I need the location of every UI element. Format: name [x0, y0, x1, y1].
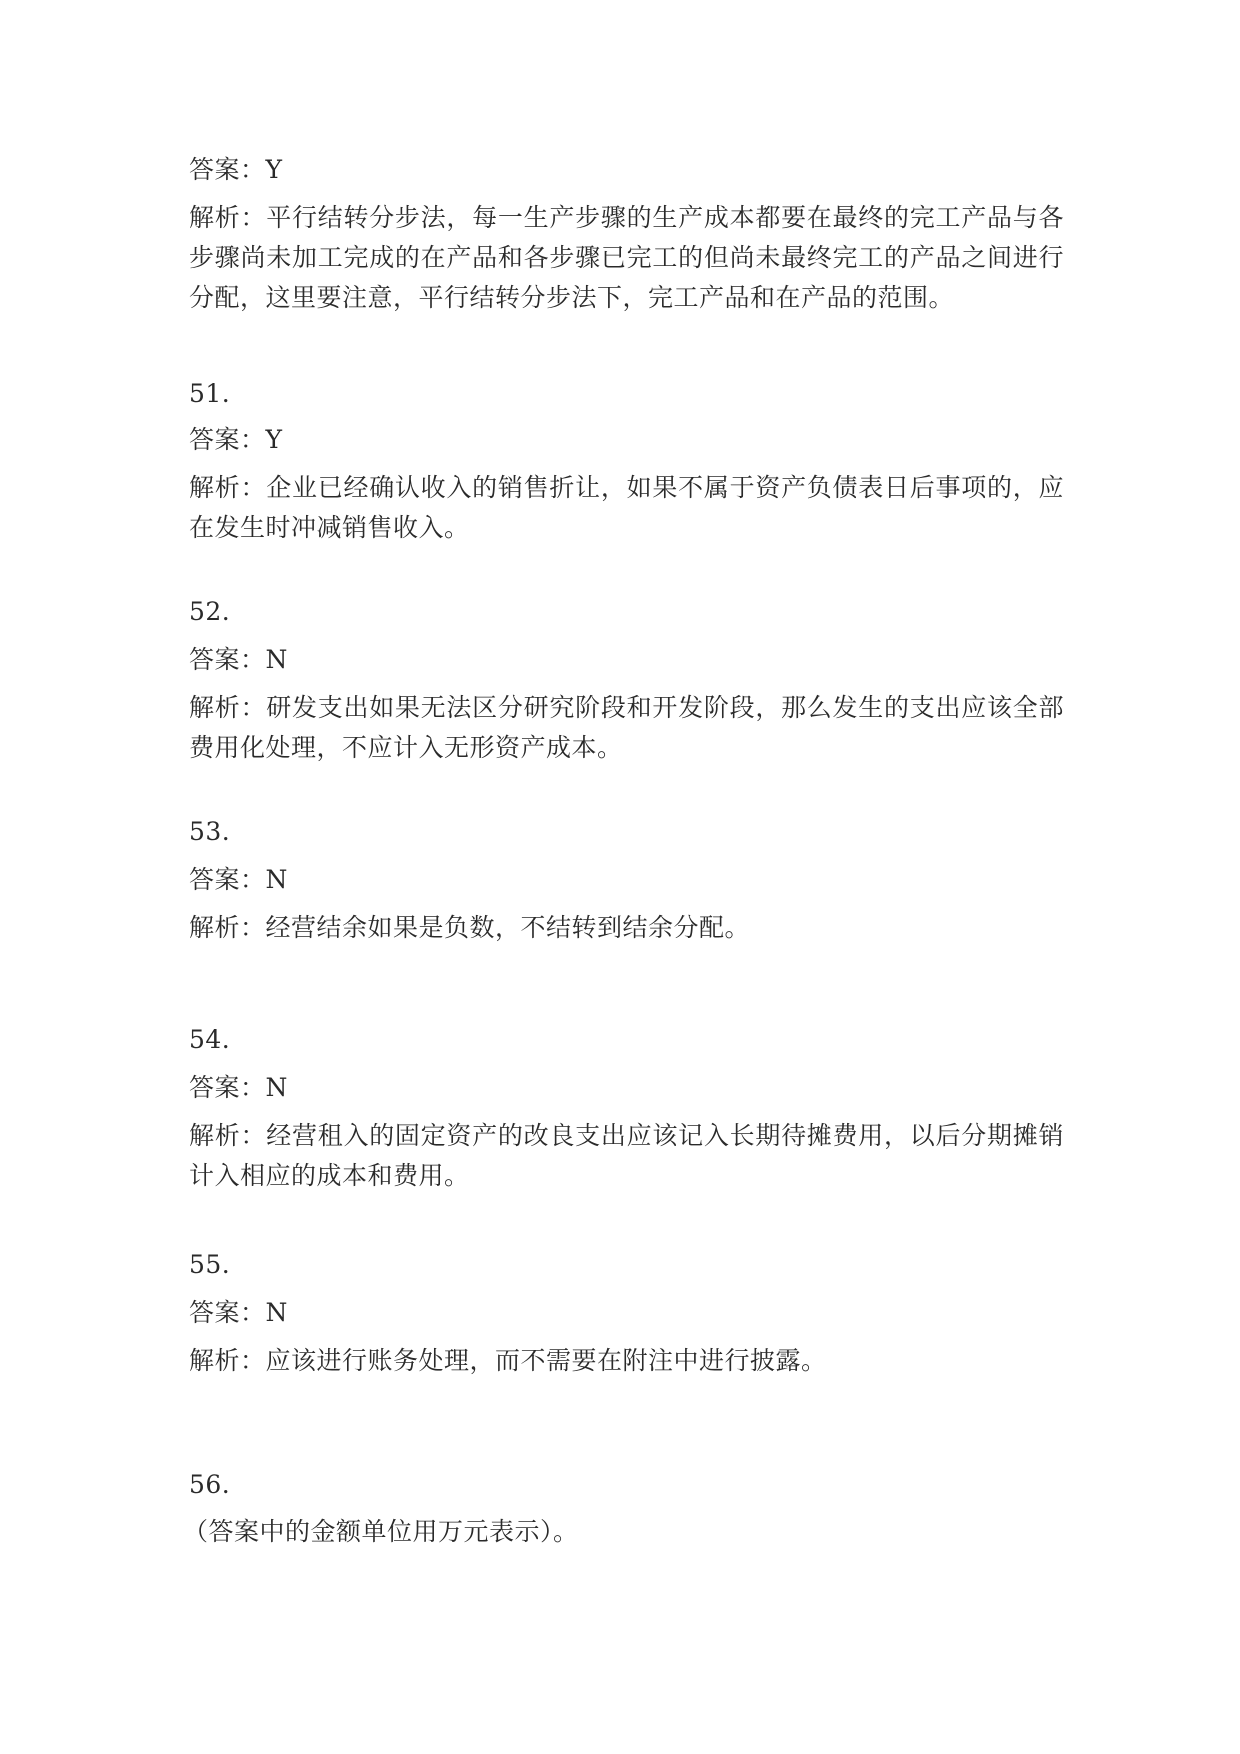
intro-explanation: 解析：平行结转分步法，每一生产步骤的生产成本都要在最终的完工产品与各步骤尚未加工完成的在产品和各步骤已完工的但尚未最终完工的产品之间进行分配，这里要注意，平行结转分步法下，完工产品和在产品的范围。 [189, 203, 1064, 312]
question-explanation-54: 解析：经营租入的固定资产的改良支出应该记入长期待摊费用，以后分期摊销计入相应的成本和费用。 [189, 1121, 1064, 1190]
question-explanation-53: 解析：经营结余如果是负数，不结转到结余分配。 [189, 913, 751, 942]
question-answer-55: 答案：N [189, 1298, 288, 1327]
question-explanation-55: 解析：应该进行账务处理，而不需要在附注中进行披露。 [189, 1346, 827, 1375]
question-answer-54: 答案：N [189, 1073, 288, 1102]
question-explanation-52: 解析：研发支出如果无法区分研究阶段和开发阶段，那么发生的支出应该全部费用化处理，不应计入无形资产成本。 [189, 693, 1064, 762]
question-number-55: 55. [189, 1250, 231, 1279]
intro-answer: 答案：Y [189, 155, 283, 184]
question-explanation-51: 解析：企业已经确认收入的销售折让，如果不属于资产负债表日后事项的，应在发生时冲减销售收入。 [189, 473, 1064, 542]
question-number-54: 54. [189, 1025, 231, 1054]
question-answer-53: 答案：N [189, 865, 288, 894]
question-number-56: 56. [189, 1470, 231, 1499]
question-answer-51: 答案：Y [189, 425, 283, 454]
question-number-51: 51. [189, 379, 231, 408]
question-note-56: （答案中的金额单位用万元表示）。 [183, 1517, 579, 1546]
question-answer-52: 答案：N [189, 645, 288, 674]
question-number-53: 53. [189, 817, 231, 846]
question-number-52: 52. [189, 597, 231, 626]
